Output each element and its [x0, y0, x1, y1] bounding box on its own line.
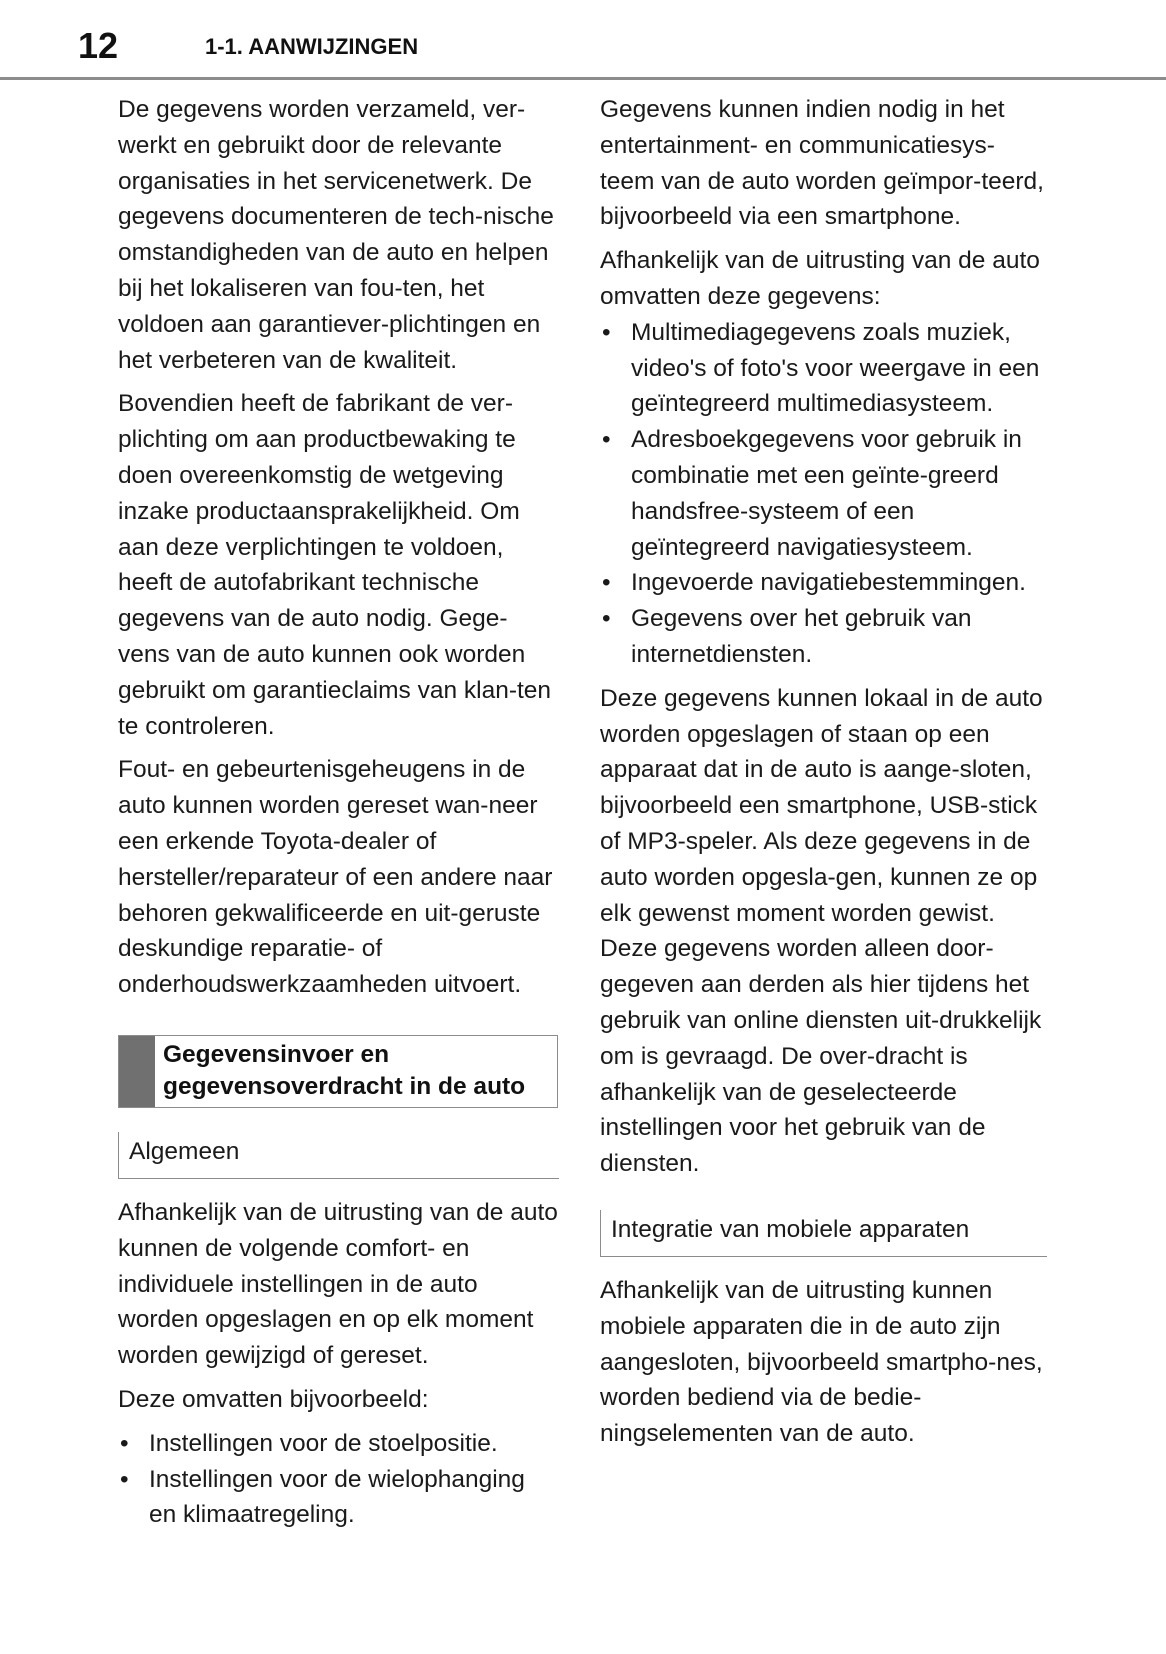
- page-number: 12: [78, 25, 119, 66]
- bullet-list: [118, 1426, 558, 1533]
- list-item: • Multimediagegevens zoals muziek, video's of foto's voor weergave in een geïntegreerd multimediasysteem.: [600, 315, 1046, 422]
- paragraph: De gegevens worden verzameld, ver-werkt en gebruikt door de relevante organisaties in het servicenetwerk. De gegevens documenteren de tech-nische omstandigheden van de auto en helpen bij het lokaliseren van fou-ten, het voldoen aan garantiever-plichtingen en het verbeteren van de kwaliteit.: [118, 96, 554, 374]
- list-item: • Instellingen voor de wielophanging en klimaatregeling.: [118, 1462, 558, 1534]
- list-item: • Gegevens over het gebruik van internetdiensten.: [600, 601, 1046, 673]
- section-heading: Gegevensinvoer en gegevensoverdracht in de auto: [163, 1040, 526, 1100]
- paragraph: Bovendien heeft de fabrikant de ver-plichting om aan productbewaking te doen overeenkomstig de wetgeving inzake productaansprakelijkheid. Om aan deze verplichtingen te voldoen, heeft de autofabrikant technische gegevens van de auto nodig. Gege-vens van de auto kunnen ook worden gebruikt om garantieclaims van klan-ten te controleren.: [118, 390, 552, 740]
- paragraph: Afhankelijk van de uitrusting kunnen mobiele apparaten die in de auto zijn aangesloten, bijvoorbeeld smartpho-nes, worden bediend via de bedie-ningselementen van de auto.: [600, 1276, 1043, 1448]
- list-item: • Ingevoerde navigatiebestemmingen.: [600, 565, 1046, 601]
- paragraph: Afhankelijk van de uitrusting van de auto kunnen de volgende comfort- en individuele instellingen in de auto worden opgeslagen en op elk moment worden gewijzigd of gereset.: [118, 1198, 558, 1370]
- list-item: • Instellingen voor de stoelpositie.: [118, 1426, 558, 1462]
- section-heading-box: [118, 1035, 558, 1108]
- subheading-general: Algemeen: [118, 1132, 559, 1179]
- list-item: • Adresboekgegevens voor gebruik in combinatie met een geïnte-greerd handsfree-systeem of een geïntegreerd navigatiesysteem.: [600, 422, 1046, 565]
- paragraph: Fout- en gebeurtenisgeheugens in de auto kunnen worden gereset wan-neer een erkende Toyota-dealer of hersteller/reparateur of een andere naar behoren gekwalificeerde en uit-geruste deskundige reparatie- of onderhoudswerkzaamheden uitvoert.: [118, 756, 553, 999]
- paragraph: Deze omvatten bijvoorbeeld:: [118, 1385, 429, 1413]
- left-column: [118, 92, 558, 1541]
- subheading-mobile-devices: Integratie van mobiele apparaten: [600, 1210, 1047, 1257]
- right-column: [600, 92, 1046, 1460]
- paragraph: Deze gegevens kunnen lokaal in de auto worden opgeslagen of staan op een apparaat dat in de auto is aange-sloten, bijvoorbeeld een smartphone, USB-stick of MP3-speler. Als deze gegevens in de auto worden opgesla-gen, kunnen ze op elk gewenst moment worden gewist.: [600, 684, 1043, 927]
- section-title: 1-1. AANWIJZINGEN: [205, 34, 419, 59]
- page-header: [0, 0, 1166, 82]
- header-divider: [0, 77, 1166, 80]
- paragraph: Afhankelijk van de uitrusting van de auto omvatten deze gegevens:: [600, 247, 1040, 310]
- paragraph: Deze gegevens worden alleen door-gegeven aan derden als hier tijdens het gebruik van online diensten uit-drukkelijk om is gevraagd. De over-dracht is afhankelijk van de geselecteerde instellingen voor het gebruik van de diensten.: [600, 935, 1042, 1178]
- paragraph: Gegevens kunnen indien nodig in het entertainment- en communicatiesys-teem van de auto worden geïmpor-teerd, bijvoorbeeld via een smartphone.: [600, 96, 1044, 231]
- bullet-list: [600, 315, 1046, 673]
- heading-accent-bar: [119, 1036, 155, 1107]
